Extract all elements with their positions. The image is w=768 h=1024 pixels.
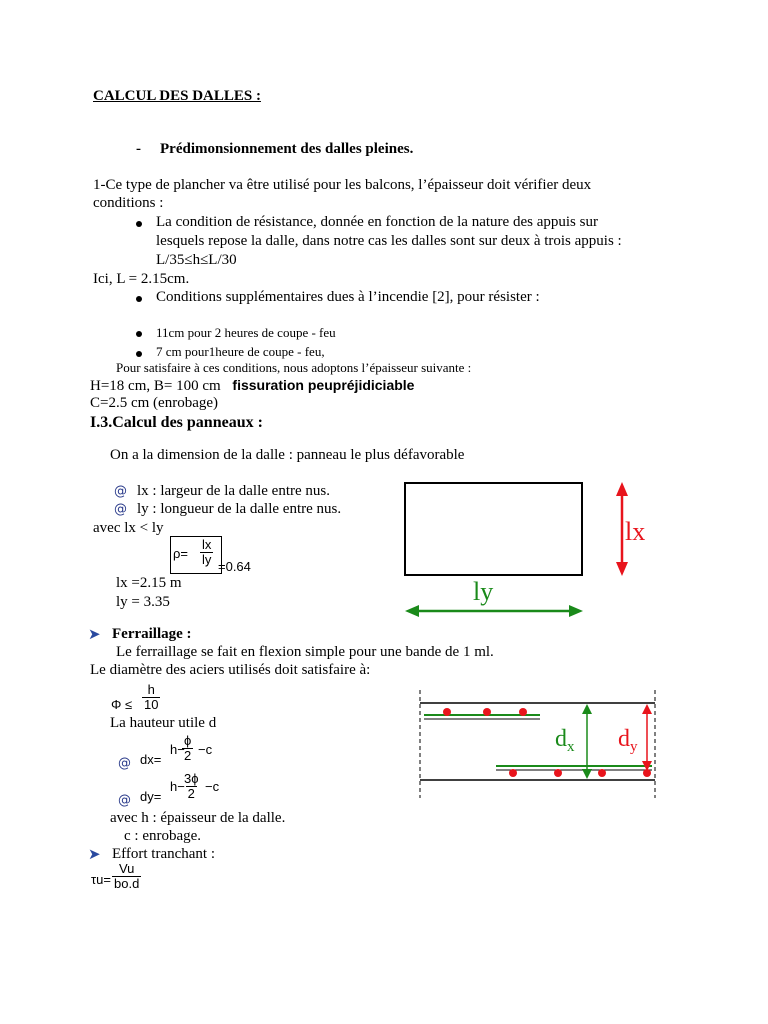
- satisfaire-line: Pour satisfaire à ces conditions, nous adoptons l’épaisseur suivante :: [116, 360, 472, 375]
- swirl-icon: @: [118, 756, 131, 771]
- tau-fraction: [112, 862, 141, 891]
- phi-lhs: Φ ≤: [111, 697, 133, 712]
- bullet-1-line-1: La condition de résistance, donnée en fonction de la nature des appuis sur: [156, 214, 598, 230]
- dy-den: 2: [187, 786, 195, 801]
- dy-num: 3ϕ: [184, 771, 199, 786]
- bullet-1-line-2: lesquels repose la dalle, dans notre cas les dalles sont sur deux à trois appuis :: [156, 233, 622, 249]
- bullet-3: 11cm pour 2 heures de coupe - feu: [156, 325, 336, 340]
- dimension-line: On a la dimension de la dalle : panneau le plus défavorable: [110, 447, 465, 463]
- rho-lhs: ρ=: [173, 546, 188, 561]
- subheading: Prédimonsionnement des dalles pleines.: [160, 141, 414, 157]
- lx-label: lx: [625, 517, 646, 546]
- ferraillage-line-1: Le ferraillage se fait en flexion simple pour une bande de 1 ml.: [116, 644, 494, 660]
- arrow-bullet-icon: ➤: [88, 625, 101, 643]
- dy-label-main: d: [618, 726, 630, 752]
- ly-definition: ly : longueur de la dalle entre nus.: [137, 501, 342, 517]
- dx-label-sub: x: [567, 739, 575, 755]
- tau-den: bo.d: [114, 876, 140, 891]
- rebar-dot: [509, 769, 517, 777]
- slab-diagram: [395, 470, 665, 630]
- swirl-icon: @: [118, 793, 131, 808]
- rebar-dot: [483, 708, 491, 716]
- bullet-2: Conditions supplémentaires dues à l’incendie [2], pour résister :: [156, 289, 540, 305]
- hb-line: [90, 377, 414, 395]
- swirl-icon: @: [114, 502, 127, 517]
- dx-arrow: [582, 704, 592, 779]
- rho-result: =0.64: [218, 559, 251, 574]
- dx-num: ϕ: [184, 733, 192, 748]
- dx-label-main: d: [555, 726, 567, 752]
- tau-num: Vu: [118, 861, 135, 876]
- ferraillage-line-2: Le diamètre des aciers utilisés doit satisfaire à:: [90, 662, 371, 678]
- bullet-1-line-3: L/35≤h≤L/30: [156, 252, 237, 268]
- lx-definition: lx : largeur de la dalle entre nus.: [137, 483, 330, 499]
- rebar-dot: [598, 769, 606, 777]
- rho-den: ly: [202, 552, 212, 567]
- bullet-dot: [136, 351, 142, 357]
- dx-post: −c: [198, 742, 213, 757]
- dy-lhs: dy=: [140, 789, 162, 804]
- rebar-dot: [443, 708, 451, 716]
- hb-text: H=18 cm, B= 100 cm: [90, 378, 221, 394]
- hauteur-line: La hauteur utile d: [110, 715, 217, 731]
- rho-fraction: [200, 538, 213, 567]
- bullet-4: 7 cm pour1heure de coupe - feu,: [156, 344, 325, 359]
- dy-fraction: [182, 772, 201, 801]
- section-diagram: [410, 688, 666, 800]
- bullet-dot: [136, 221, 142, 227]
- dy-label-sub: y: [630, 739, 638, 755]
- bullet-dot: [136, 331, 142, 337]
- enrobage-line: c : enrobage.: [124, 828, 202, 844]
- dx-label: [555, 726, 575, 755]
- section-title: I.3.Calcul des panneaux :: [90, 414, 263, 431]
- dy-arrow: [642, 704, 652, 771]
- dx-den: 2: [184, 748, 192, 763]
- dy-pre: h−: [170, 779, 185, 794]
- phi-fraction: [142, 683, 160, 712]
- bullet-dot: [136, 296, 142, 302]
- dx-lhs: dx=: [140, 752, 162, 767]
- lx-value: lx =2.15 m: [116, 575, 182, 591]
- hb-bold: fissuration peupréjidiciable: [232, 377, 415, 393]
- subheading-dash: -: [136, 141, 141, 157]
- swirl-icon: @: [114, 484, 127, 499]
- dx-pre: h−: [170, 742, 185, 757]
- ly-arrow: [405, 605, 583, 617]
- c-line: C=2.5 cm (enrobage): [90, 395, 218, 411]
- intro-line-1: 1-Ce type de plancher va être utilisé pour les balcons, l’épaisseur doit vérifier deux: [93, 177, 592, 193]
- page-title: CALCUL DES DALLES :: [93, 88, 261, 104]
- arrow-bullet-icon: ➤: [88, 845, 101, 863]
- ici-line: Ici, L = 2.15cm.: [93, 271, 190, 287]
- phi-den: 10: [144, 697, 159, 712]
- ly-value: ly = 3.35: [116, 594, 170, 610]
- dy-label: [618, 726, 638, 755]
- rebar-dot: [554, 769, 562, 777]
- intro-line-2: conditions :: [93, 195, 164, 211]
- avec-h-line: avec h : épaisseur de la dalle.: [110, 810, 286, 826]
- ly-label: ly: [473, 577, 494, 606]
- phi-num: h: [147, 682, 155, 697]
- effort-title: Effort tranchant :: [112, 846, 216, 862]
- slab-rectangle: [405, 483, 582, 575]
- avec-line: avec lx < ly: [93, 520, 164, 536]
- tau-lhs: τu=: [91, 872, 111, 887]
- ferraillage-title: Ferraillage :: [112, 626, 192, 642]
- rho-num: lx: [202, 537, 212, 552]
- dy-post: −c: [205, 779, 220, 794]
- dx-fraction: [182, 734, 193, 763]
- rebar-dot: [519, 708, 527, 716]
